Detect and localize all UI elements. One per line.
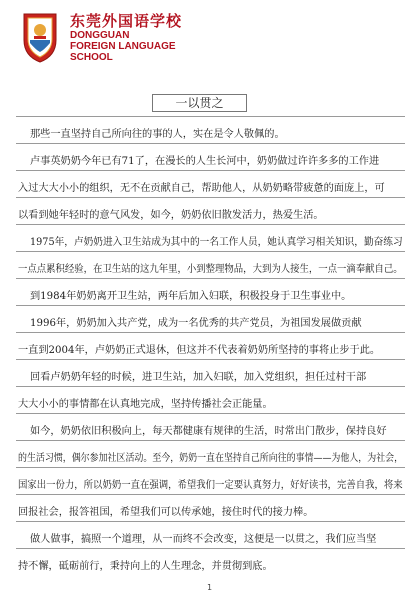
essay-line: 如今，奶奶依旧积极向上，每天都健康有规律的生活，时常出门散步，保持良好 bbox=[30, 426, 387, 437]
ruled-line bbox=[16, 332, 405, 333]
school-crest-icon bbox=[20, 10, 60, 64]
ruled-line bbox=[16, 197, 405, 198]
essay-line: 卢事英奶奶今年已有71了，在漫长的人生长河中，奶奶做过许许多多的工作进 bbox=[30, 156, 380, 167]
essay-line: 以看到她年轻时的意气风发，如今，奶奶依旧散发活力，热爱生活。 bbox=[18, 210, 324, 221]
ruled-line bbox=[16, 224, 405, 225]
ruled-line bbox=[16, 440, 405, 441]
school-name-cn: 东莞外国语学校 bbox=[70, 12, 183, 30]
essay-line: 到1984年奶奶离开卫生站，两年后加入妇联，积极投身于卫生事业中。 bbox=[30, 291, 352, 302]
essay-line: 大大小小的事情都在认真地完成，坚持传播社会正能量。 bbox=[18, 399, 273, 410]
lined-paper bbox=[16, 90, 405, 570]
ruled-line bbox=[16, 251, 405, 252]
school-header bbox=[14, 6, 414, 78]
ruled-line bbox=[16, 305, 405, 306]
essay-line: 回报社会，报答祖国，希望我们可以传承她，接住时代的接力棒。 bbox=[18, 507, 314, 518]
ruled-line bbox=[16, 170, 405, 171]
school-name-en-line: SCHOOL bbox=[70, 52, 113, 63]
essay-line: 1996年，奶奶加入共产党，成为一名优秀的共产党员，为祖国发展做贡献 bbox=[30, 318, 362, 329]
ruled-line bbox=[16, 521, 405, 522]
essay-line: 的生活习惯，偶尔参加社区活动。至今，奶奶一直在坚持自己所向往的事情——为他人，为社会， bbox=[18, 453, 404, 464]
ruled-line bbox=[16, 467, 405, 468]
page-number: 1 bbox=[206, 583, 213, 592]
ruled-line bbox=[16, 494, 405, 495]
essay-line: 1975年，卢奶奶进入卫生站成为其中的一名工作人员，她认真学习相关知识，勤奋练习 bbox=[30, 237, 403, 248]
essay-line: 国家出一份力，所以奶奶一直在强调，希望我们一定要认真努力，好好读书，完善自我，将来 bbox=[18, 480, 403, 491]
ruled-line bbox=[16, 359, 405, 360]
ruled-line bbox=[16, 386, 405, 387]
ruled-line bbox=[16, 548, 405, 549]
school-name-en bbox=[70, 30, 176, 63]
essay-line: 那些一直坚持自己所向往的事的人，实在是令人敬佩的。 bbox=[30, 129, 285, 140]
essay-line: 做人做事，搞照一个道理，从一而终不会改变，这便是一以贯之，我们应当坚 bbox=[30, 534, 377, 545]
essay-line: 入过大大小小的组织，无不在贡献自己，帮助他人，从奶奶略带疲惫的面庞上，可 bbox=[18, 183, 385, 194]
ruled-line bbox=[16, 143, 405, 144]
school-name-en-line: FOREIGN LANGUAGE bbox=[70, 41, 176, 52]
ruled-line bbox=[16, 413, 405, 414]
essay-line: 一点点累积经验，在卫生站的这九年里，小到整理物品，大到为人接生，一点一滴奉献自己。 bbox=[18, 264, 403, 275]
ruled-line bbox=[16, 278, 405, 279]
essay-line: 一直到2004年，卢奶奶正式退休，但这并不代表着奶奶所坚持的事将止步于此。 bbox=[18, 345, 381, 356]
essay-line: 持不懈，砥砺前行，秉持向上的人生理念，并贯彻到底。 bbox=[18, 561, 273, 572]
essay-title: 一以贯之 bbox=[152, 94, 247, 112]
essay-line: 回看卢奶奶年轻的时候，进卫生站，加入妇联，加入党组织，担任过村干部 bbox=[30, 372, 367, 383]
school-name-en-line: DONGGUAN bbox=[70, 30, 130, 41]
ruled-line bbox=[16, 116, 405, 117]
